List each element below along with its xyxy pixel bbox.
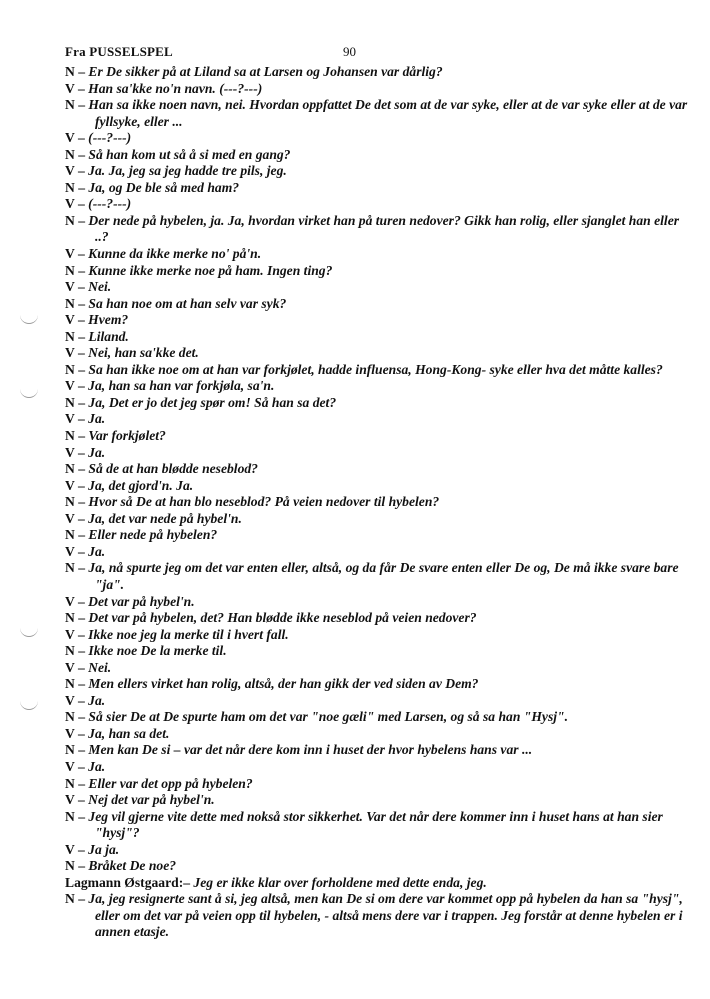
- transcript-line: [65, 809, 690, 842]
- transcript-line: [65, 511, 690, 528]
- transcript-line: [65, 180, 690, 197]
- transcript-line: [65, 97, 690, 130]
- utterance-text: Ja, han sa det.: [88, 725, 170, 741]
- utterance-text: Hvem?: [88, 312, 129, 328]
- speaker-label: V: [65, 510, 75, 526]
- transcript-line: [65, 858, 690, 875]
- punch-hole-mark: [20, 624, 38, 637]
- transcript-line: [65, 660, 690, 677]
- transcript-line: [65, 163, 690, 180]
- speaker-label: N: [65, 97, 75, 113]
- utterance-text: Der nede på hybelen, ja. Ja, hvordan virket han på turen nedover? Gikk han rolig, eller sjanglet han eller ..?: [88, 212, 680, 245]
- transcript-line: [65, 776, 690, 793]
- speaker-label: V: [65, 692, 75, 708]
- speaker-label: V: [65, 841, 75, 857]
- speaker-separator: –: [74, 312, 89, 328]
- transcript-line: [65, 594, 690, 611]
- speaker-label: N: [65, 808, 75, 824]
- speaker-separator: –: [74, 725, 89, 741]
- utterance-text: Han sa'kke no'n navn. (---?---): [88, 80, 263, 96]
- speaker-label: N: [65, 858, 75, 874]
- transcript-line: [65, 411, 690, 428]
- utterance-text: Jeg vil gjerne vite dette med nokså stor sikkerhet. Var det når dere kommer inn i huset hans at han sier "hysj"?: [88, 808, 663, 841]
- page-number: 90: [343, 44, 356, 59]
- speaker-label: V: [65, 246, 75, 262]
- transcript-line: [65, 792, 690, 809]
- transcript-line: [65, 726, 690, 743]
- transcript-line: [65, 560, 690, 593]
- speaker-separator: –: [74, 246, 89, 262]
- utterance-text: Kunne ikke merke noe på ham. Ingen ting?: [88, 262, 333, 278]
- transcript-line: [65, 742, 690, 759]
- speaker-separator: –: [74, 146, 89, 162]
- speaker-separator: –: [74, 676, 89, 692]
- speaker-separator: –: [74, 560, 89, 576]
- transcript-line: [65, 345, 690, 362]
- speaker-separator: –: [74, 510, 89, 526]
- transcript-line: [65, 378, 690, 395]
- transcript-line: [65, 64, 690, 81]
- punch-hole-mark: [20, 697, 38, 710]
- utterance-text: Eller nede på hybelen?: [88, 527, 218, 543]
- transcript-line: [65, 693, 690, 710]
- transcript-body: [65, 64, 690, 941]
- speaker-label: N: [65, 643, 75, 659]
- speaker-label: N: [65, 891, 75, 907]
- utterance-text: Ja ja.: [88, 841, 120, 857]
- transcript-line: [65, 329, 690, 346]
- speaker-separator: –: [74, 643, 89, 659]
- transcript-line: [65, 527, 690, 544]
- speaker-separator: –: [74, 196, 89, 212]
- utterance-text: (---?---): [88, 130, 132, 146]
- speaker-separator: –: [74, 626, 89, 642]
- transcript-line: [65, 478, 690, 495]
- speaker-separator: –: [74, 494, 89, 510]
- transcript-line: [65, 147, 690, 164]
- speaker-label: N: [65, 428, 75, 444]
- utterance-text: Men ellers virket han rolig, altså, der han gikk der ved siden av Dem?: [88, 676, 479, 692]
- transcript-line: [65, 246, 690, 263]
- transcript-line: [65, 759, 690, 776]
- utterance-text: Ikke noe De la merke til.: [88, 643, 227, 659]
- speaker-separator: –: [74, 130, 89, 146]
- speaker-label: N: [65, 560, 75, 576]
- utterance-text: Så de at han blødde neseblod?: [88, 461, 258, 477]
- transcript-line: [65, 263, 690, 280]
- speaker-separator: –: [74, 775, 89, 791]
- speaker-separator: –: [74, 742, 89, 758]
- transcript-line: [65, 279, 690, 296]
- utterance-text: Ja, det var nede på hybel'n.: [88, 510, 242, 526]
- transcript-line: [65, 676, 690, 693]
- speaker-separator: –: [74, 841, 89, 857]
- speaker-label: V: [65, 80, 75, 96]
- speaker-label: V: [65, 196, 75, 212]
- transcript-line: [65, 709, 690, 726]
- utterance-text: Men kan De si – var det når dere kom inn i huset der hvor hybelens hans var ...: [88, 742, 533, 758]
- speaker-label: V: [65, 378, 75, 394]
- speaker-separator: –: [74, 593, 89, 609]
- speaker-separator: –: [74, 378, 89, 394]
- transcript-line: [65, 196, 690, 213]
- speaker-separator: –: [74, 610, 89, 626]
- speaker-separator: –: [74, 808, 89, 824]
- speaker-label: V: [65, 792, 75, 808]
- utterance-text: Ja, det gjord'n. Ja.: [88, 477, 194, 493]
- speaker-separator: –: [74, 394, 89, 410]
- speaker-separator: –: [74, 328, 89, 344]
- speaker-separator: –: [74, 792, 89, 808]
- speaker-label: N: [65, 262, 75, 278]
- speaker-separator: –: [74, 411, 89, 427]
- utterance-text: Ikke noe jeg la merke til i hvert fall.: [88, 626, 289, 642]
- utterance-text: Ja. Ja, jeg sa jeg hadde tre pils, jeg.: [88, 163, 287, 179]
- speaker-label: N: [65, 709, 75, 725]
- utterance-text: Nei.: [88, 659, 112, 675]
- utterance-text: Eller var det opp på hybelen?: [88, 775, 253, 791]
- speaker-separator: –: [74, 758, 89, 774]
- utterance-text: Det var på hybelen, det? Han blødde ikke neseblod på veien nedover?: [88, 610, 477, 626]
- transcript-line: [65, 610, 690, 627]
- speaker-separator: –: [74, 262, 89, 278]
- speaker-separator: –: [74, 444, 89, 460]
- transcript-line: [65, 842, 690, 859]
- punch-hole-mark: [20, 311, 38, 324]
- speaker-label: N: [65, 212, 75, 228]
- speaker-label: N: [65, 494, 75, 510]
- utterance-text: Ja.: [88, 692, 106, 708]
- transcript-line: [65, 362, 690, 379]
- transcript-line: [65, 395, 690, 412]
- transcript-line: [65, 445, 690, 462]
- transcript-line: [65, 544, 690, 561]
- speaker-separator: –: [74, 179, 89, 195]
- speaker-separator: –: [74, 345, 89, 361]
- speaker-label: V: [65, 163, 75, 179]
- speaker-label: V: [65, 345, 75, 361]
- speaker-separator: –: [74, 527, 89, 543]
- utterance-text: Ja, nå spurte jeg om det var enten eller, altså, og da får De svare enten eller De og, De må ikke svare bare "ja".: [88, 560, 679, 592]
- speaker-label: N: [65, 461, 75, 477]
- punch-hole-mark: [20, 385, 38, 398]
- speaker-label: N: [65, 676, 75, 692]
- speaker-label: V: [65, 543, 75, 559]
- speaker-separator: –: [74, 891, 89, 907]
- speaker-separator: –: [74, 477, 89, 493]
- utterance-text: Hvor så De at han blo neseblod? På veien nedover til hybelen?: [88, 494, 440, 510]
- utterance-text: Nei.: [88, 279, 112, 295]
- utterance-text: Er De sikker på at Liland sa at Larsen og Johansen var dårlig?: [88, 64, 443, 79]
- speaker-label: N: [65, 361, 75, 377]
- transcript-line: [65, 296, 690, 313]
- utterance-text: Så han kom ut så å si med en gang?: [88, 146, 291, 162]
- speaker-separator: –: [74, 709, 89, 725]
- speaker-label: N: [65, 394, 75, 410]
- transcript-line: [65, 81, 690, 98]
- speaker-label: V: [65, 130, 75, 146]
- utterance-text: Ja.: [88, 411, 106, 427]
- speaker-separator: –: [74, 295, 89, 311]
- speaker-label: N: [65, 179, 75, 195]
- utterance-text: (---?---): [88, 196, 132, 212]
- speaker-separator: –: [74, 428, 89, 444]
- transcript-line: [65, 891, 690, 941]
- speaker-separator: –: [74, 659, 89, 675]
- speaker-label: N: [65, 295, 75, 311]
- source-title: Fra PUSSELSPEL: [65, 44, 173, 59]
- speaker-label: V: [65, 312, 75, 328]
- transcript-line: [65, 428, 690, 445]
- speaker-separator: –: [74, 858, 89, 874]
- speaker-label: V: [65, 593, 75, 609]
- speaker-separator: –: [74, 461, 89, 477]
- speaker-label: V: [65, 725, 75, 741]
- speaker-separator: –: [74, 64, 89, 79]
- speaker-separator: –: [74, 97, 89, 113]
- transcript-line: [65, 213, 690, 246]
- utterance-text: Liland.: [88, 328, 129, 344]
- utterance-text: Ja, og De ble så med ham?: [88, 179, 240, 195]
- utterance-text: Så sier De at De spurte ham om det var "noe gæli" med Larsen, og så sa han "Hysj".: [88, 709, 568, 725]
- speaker-label: N: [65, 775, 75, 791]
- utterance-text: Nei, han sa'kke det.: [88, 345, 199, 361]
- transcript-line: [65, 130, 690, 147]
- utterance-text: Sa han ikke noe om at han var forkjølet, hadde influensa, Hong-Kong- syke eller hva det måtte kalles?: [88, 361, 663, 377]
- speaker-label: V: [65, 477, 75, 493]
- speaker-label: N: [65, 742, 75, 758]
- utterance-text: Var forkjølet?: [88, 428, 166, 444]
- utterance-text: Det var på hybel'n.: [88, 593, 195, 609]
- utterance-text: Ja.: [88, 444, 106, 460]
- transcript-line: [65, 875, 690, 892]
- speaker-label: V: [65, 411, 75, 427]
- page-header: [65, 44, 665, 62]
- utterance-text: Han sa ikke noen navn, nei. Hvordan oppfattet De det som at de var syke, eller at de var syke eller at de var fyllsyke, eller ...: [88, 97, 688, 129]
- utterance-text: Ja, Det er jo det jeg spør om! Så han sa det?: [88, 394, 337, 410]
- transcript-line: [65, 461, 690, 478]
- speaker-label: N: [65, 146, 75, 162]
- speaker-separator: –: [74, 163, 89, 179]
- speaker-separator: –: [74, 361, 89, 377]
- transcript-line: [65, 312, 690, 329]
- utterance-text: Bråket De noe?: [88, 858, 177, 874]
- speaker-label: V: [65, 659, 75, 675]
- speaker-label: N: [65, 328, 75, 344]
- utterance-text: Ja.: [88, 543, 106, 559]
- speaker-label: V: [65, 758, 75, 774]
- speaker-separator: –: [74, 279, 89, 295]
- transcript-line: [65, 494, 690, 511]
- speaker-separator: –: [74, 692, 89, 708]
- utterance-text: Nej det var på hybel'n.: [88, 792, 215, 808]
- utterance-text: Ja, han sa han var forkjøla, sa'n.: [88, 378, 275, 394]
- speaker-label: N: [65, 610, 75, 626]
- speaker-label: Lagmann Østgaard: [65, 874, 179, 890]
- utterance-text: Ja.: [88, 758, 106, 774]
- utterance-text: Jeg er ikke klar over forholdene med dette enda, jeg.: [193, 874, 487, 890]
- speaker-separator: –: [74, 543, 89, 559]
- speaker-separator: –: [74, 80, 89, 96]
- speaker-label: V: [65, 279, 75, 295]
- speaker-label: N: [65, 64, 75, 79]
- utterance-text: Ja, jeg resignerte sant å si, jeg altså, men kan De si om dere var kommet opp på hybelen da han sa "hysj", eller om det var på veien opp til hybelen, - altså mens dere var i trappen. Jeg forstår at denne hybelen er i annen etasje.: [88, 891, 683, 940]
- utterance-text: Sa han noe om at han selv var syk?: [88, 295, 287, 311]
- transcript-line: [65, 643, 690, 660]
- speaker-separator: –: [74, 212, 89, 228]
- speaker-label: V: [65, 626, 75, 642]
- speaker-separator: :–: [178, 874, 194, 890]
- speaker-label: V: [65, 444, 75, 460]
- speaker-label: N: [65, 527, 75, 543]
- utterance-text: Kunne da ikke merke no' på'n.: [88, 246, 262, 262]
- transcript-line: [65, 627, 690, 644]
